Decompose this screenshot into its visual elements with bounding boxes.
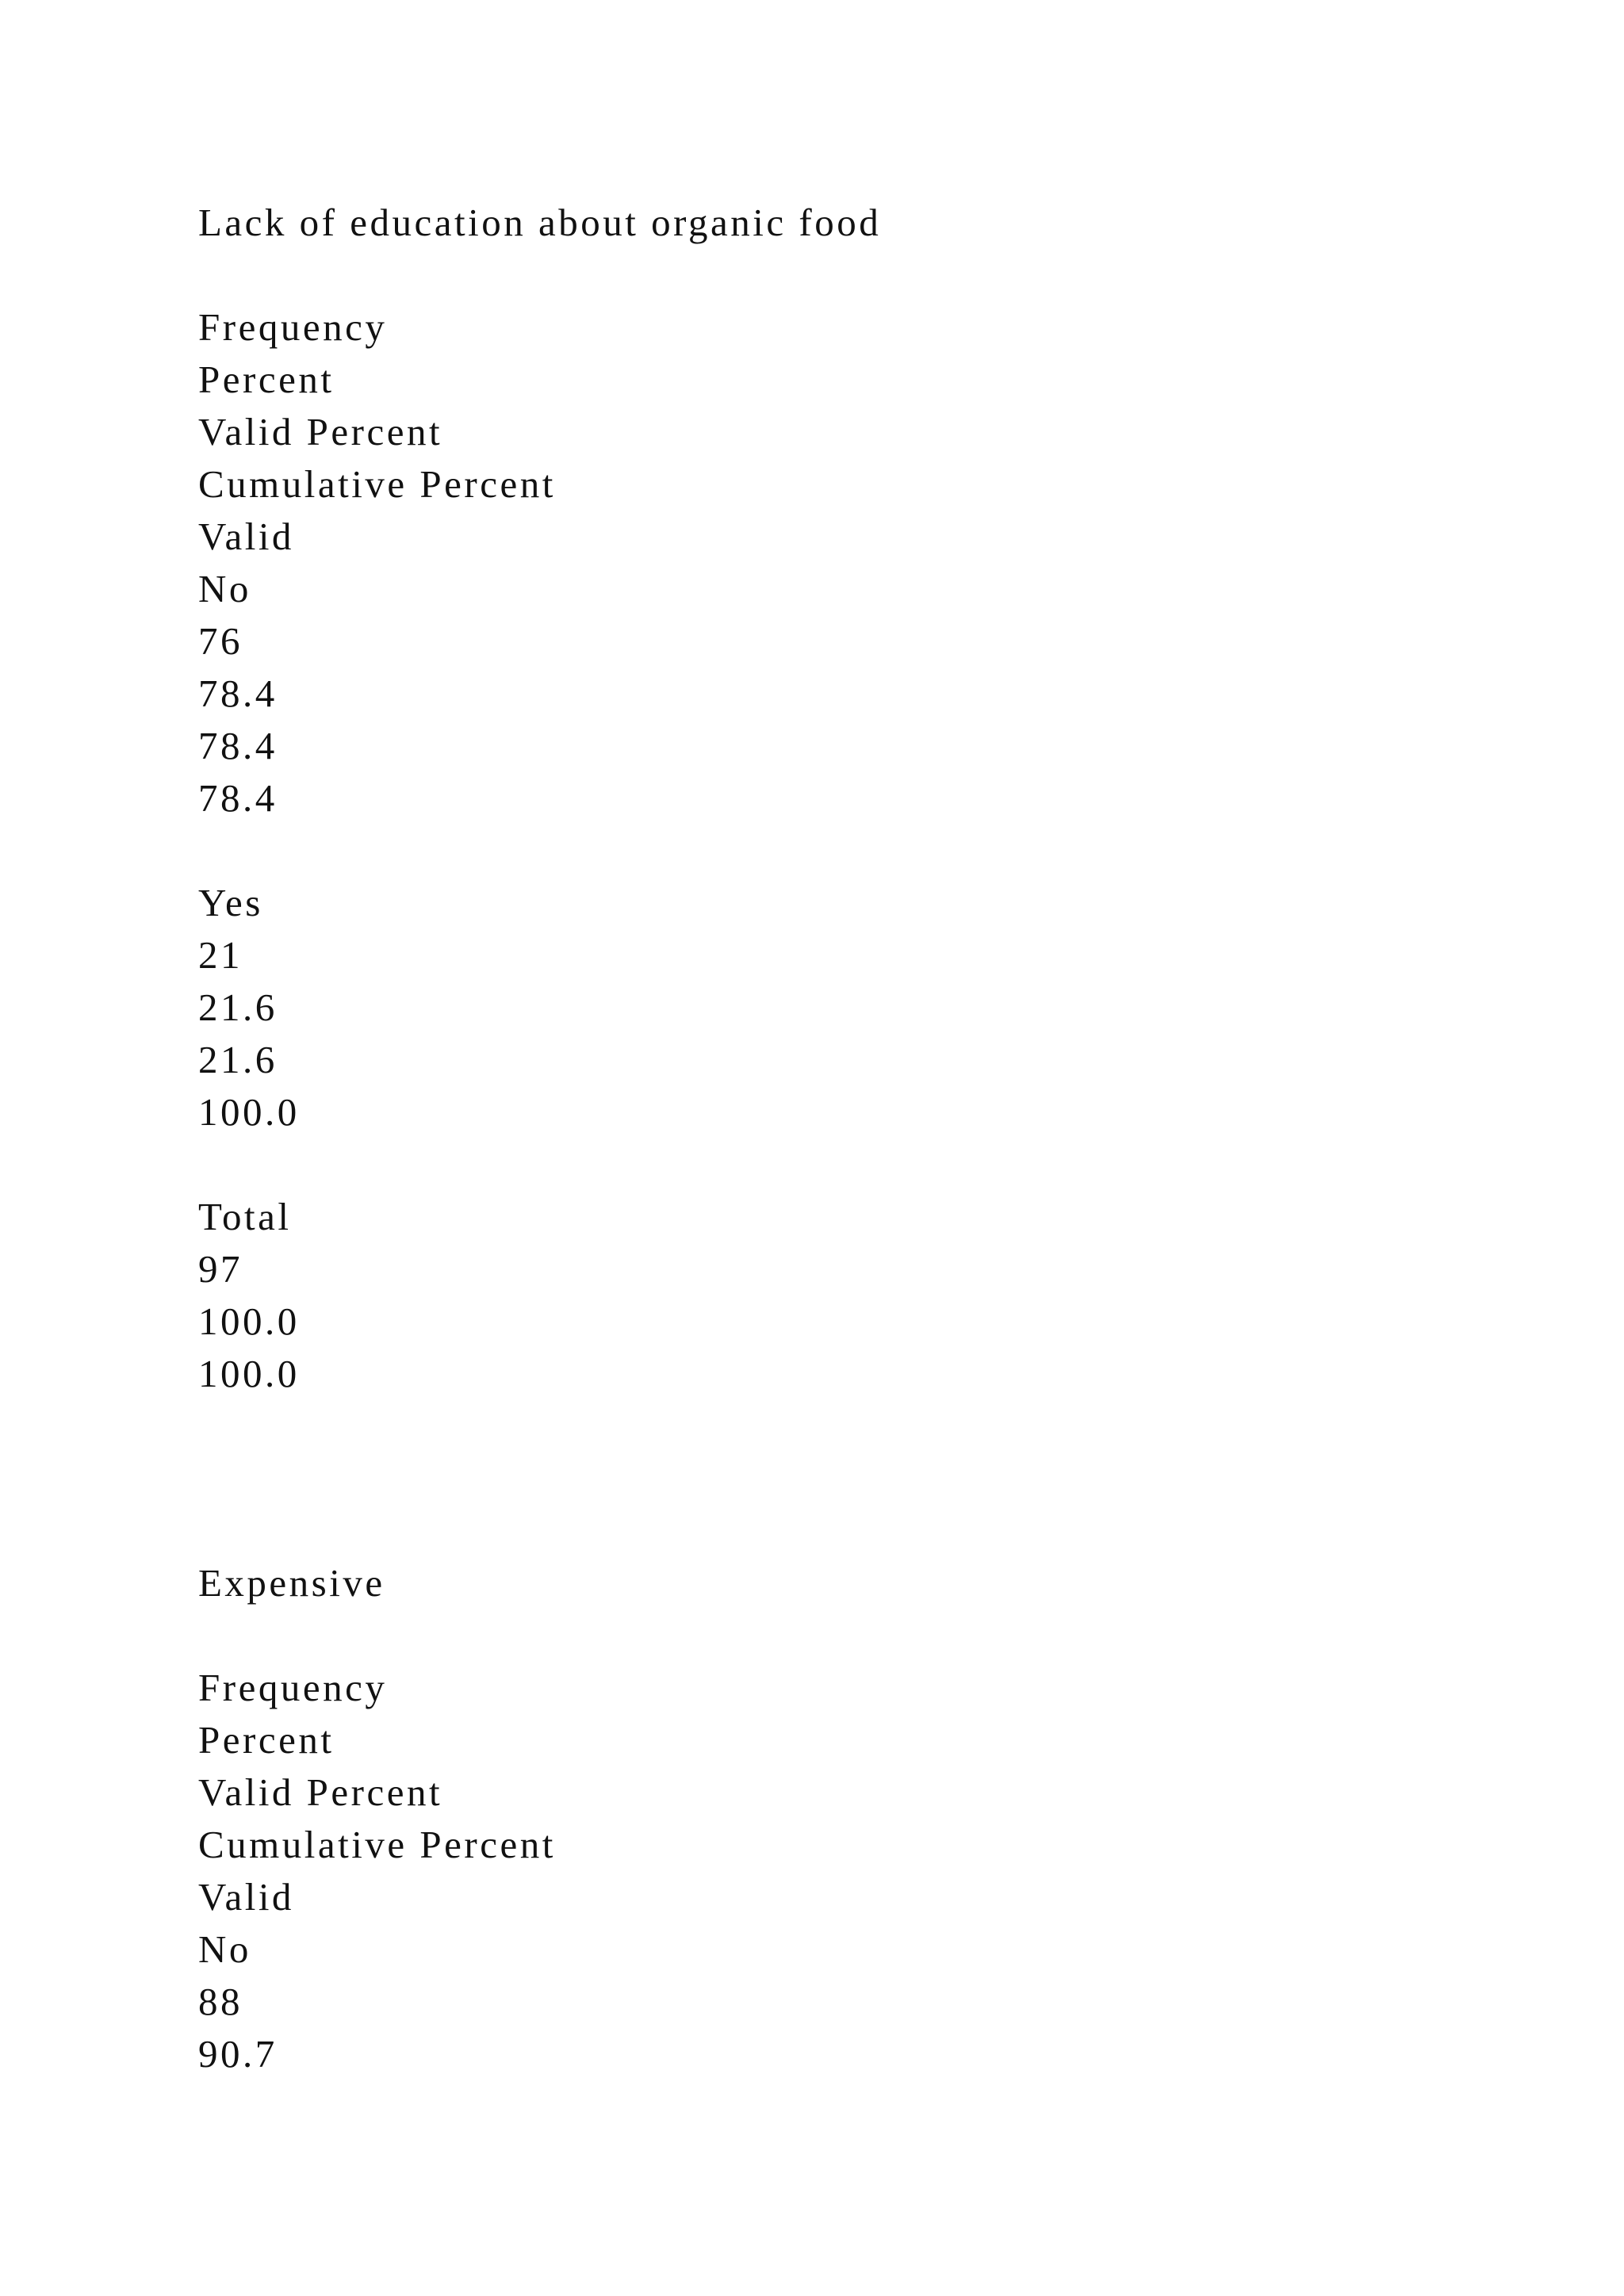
column-header-frequency: Frequency — [198, 1666, 388, 1709]
cell-frequency: 97 — [198, 1247, 243, 1291]
column-header-frequency: Frequency — [198, 305, 388, 349]
column-header-cumulative-percent: Cumulative Percent — [198, 462, 556, 506]
section-title: Lack of education about organic food — [198, 201, 882, 244]
cell-frequency: 21 — [198, 933, 243, 977]
section-title: Expensive — [198, 1561, 385, 1605]
cell-cumulative-percent: 100.0 — [198, 1090, 300, 1134]
cell-valid-percent: 21.6 — [198, 1038, 278, 1081]
cell-cumulative-percent: 78.4 — [198, 776, 278, 820]
column-header-valid-percent: Valid Percent — [198, 410, 443, 453]
column-header-valid-percent: Valid Percent — [198, 1770, 443, 1814]
row-label: No — [198, 567, 251, 610]
column-header-percent: Percent — [198, 1718, 335, 1762]
column-header-percent: Percent — [198, 358, 335, 401]
group-label: Valid — [198, 1875, 294, 1919]
row-label: No — [198, 1927, 251, 1971]
cell-valid-percent: 78.4 — [198, 724, 278, 767]
cell-frequency: 76 — [198, 619, 243, 663]
cell-frequency: 88 — [198, 1980, 243, 2023]
group-label: Valid — [198, 515, 294, 558]
cell-percent: 21.6 — [198, 985, 278, 1029]
cell-percent: 100.0 — [198, 1299, 300, 1343]
column-header-cumulative-percent: Cumulative Percent — [198, 1823, 556, 1866]
cell-percent: 90.7 — [198, 2032, 278, 2076]
cell-valid-percent: 100.0 — [198, 1352, 300, 1395]
row-label: Total — [198, 1195, 292, 1238]
cell-percent: 78.4 — [198, 672, 278, 715]
row-label: Yes — [198, 881, 263, 924]
